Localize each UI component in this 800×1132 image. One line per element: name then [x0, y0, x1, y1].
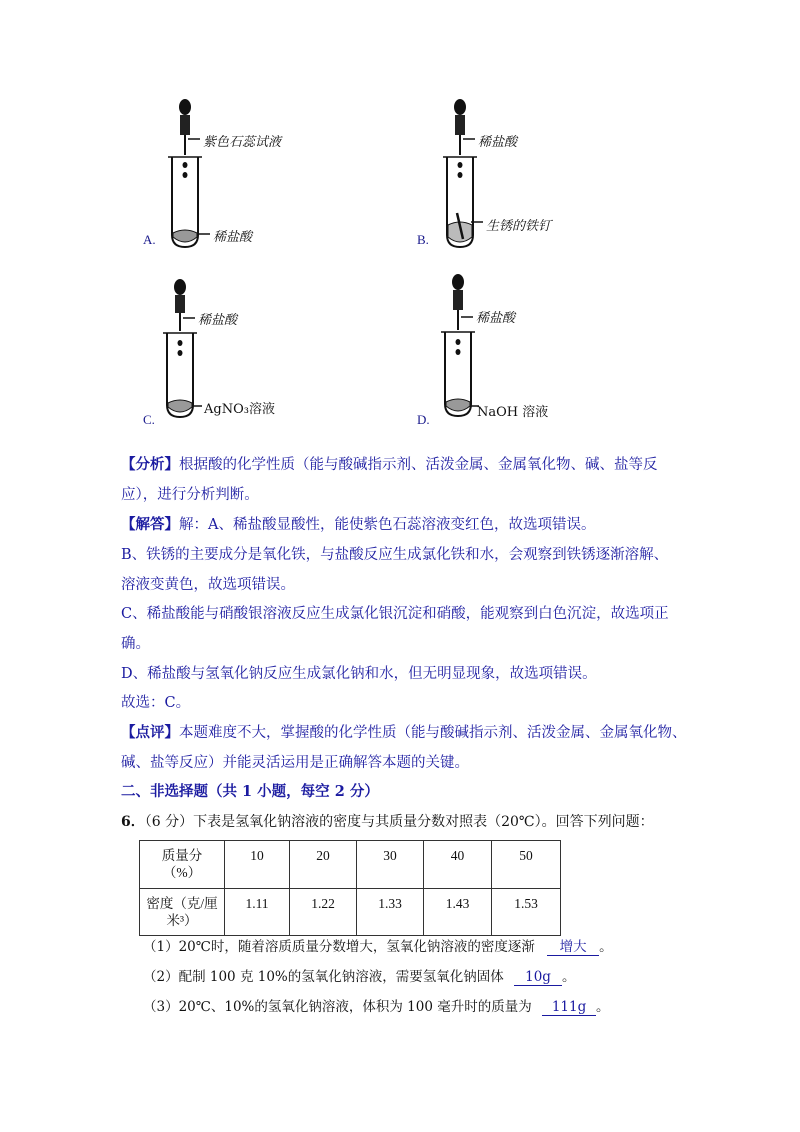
sub-2-answer: 10g [514, 969, 562, 986]
analysis-text-2: 应），进行分析判断。 [121, 487, 259, 503]
sub-3-text: （3）20℃、10%的氢氧化钠溶液，体积为 100 毫升时的质量为 [143, 999, 532, 1015]
dropper-icon [174, 279, 186, 331]
comment-text-1: 本题难度不大，掌握酸的化学性质（能与酸碱指示剂、活泼金属、金属氧化物、 [179, 725, 687, 741]
comment-line-1 [121, 723, 687, 743]
table-cell: 1.33 [357, 889, 424, 936]
sub-1-text: （1）20℃时，随着溶质质量分数增大，氢氧化钠溶液的密度逐渐 [143, 939, 535, 955]
comment-tag: 【点评】 [121, 724, 179, 741]
table-header-cell [140, 841, 225, 889]
sub-2-period: 。 [562, 969, 576, 985]
table-cell: 40 [424, 841, 492, 889]
density-table [139, 840, 561, 936]
test-tube-icon [441, 332, 475, 416]
analysis-line-2 [121, 485, 259, 505]
answer-line-3: 溶液变黄色，故选项错误。 [121, 577, 295, 593]
header-text: 米³） [166, 913, 198, 928]
answer-text-1: 解：A、稀盐酸显酸性，能使紫色石蕊溶液变红色，故选项错误。 [179, 517, 596, 533]
header-text: 密度（克/厘 [146, 896, 218, 911]
q6-stem-line [121, 812, 654, 832]
option-b-dropper-label: 稀盐酸 [478, 135, 518, 150]
table-cell: 1.11 [225, 889, 290, 936]
header-text: （%） [162, 865, 202, 880]
answer-line-1 [121, 515, 595, 535]
answer-line-4: C、稀盐酸能与硝酸银溶液反应生成氯化银沉淀和硝酸，能观察到白色沉淀，故选项正 [121, 606, 669, 622]
q6-stem: （6 分）下表是氢氧化钠溶液的密度与其质量分数对照表（20℃）。回答下列问题： [144, 814, 654, 830]
option-b-letter: B. [417, 232, 429, 247]
option-d-dropper-label: 稀盐酸 [476, 311, 516, 326]
q6-number: 6． [121, 814, 145, 830]
analysis-tag: 【分析】 [121, 456, 179, 473]
answer-line-6: D、稀盐酸与氢氧化钠反应生成氯化钠和水，但无明显现象，故选项错误。 [121, 666, 597, 682]
sub-2-text: （2）配制 100 克 10%的氢氧化钠溶液，需要氢氧化钠固体 [143, 969, 504, 985]
table-cell: 10 [225, 841, 290, 889]
table-cell: 50 [492, 841, 561, 889]
table-header-cell [140, 889, 225, 936]
answer-line-7: 故选：C。 [121, 695, 191, 711]
option-d-letter: D. [417, 412, 430, 427]
answer-tag: 【解答】 [121, 516, 179, 533]
sub-3-period: 。 [596, 999, 610, 1015]
section-2-title: 二、非选择题（共 1 小题，每空 2 分） [121, 783, 379, 800]
sub-question-1 [143, 937, 613, 957]
answer-line-5: 确。 [121, 636, 150, 652]
sub-3-answer: 111g [542, 999, 596, 1016]
table-cell: 1.22 [290, 889, 357, 936]
table-cell: 1.43 [424, 889, 492, 936]
table-cell: 1.53 [492, 889, 561, 936]
dropper-icon [452, 274, 464, 330]
option-a-letter: A. [143, 232, 156, 247]
test-tube-icon [163, 333, 197, 417]
option-c-dropper-label: 稀盐酸 [198, 313, 238, 328]
sub-1-period: 。 [599, 939, 613, 955]
comment-line-2: 碱、盐等反应）并能灵活运用是正确解答本题的关键。 [121, 755, 469, 771]
table-cell: 20 [290, 841, 357, 889]
table-row [140, 841, 561, 889]
dropper-icon [179, 99, 191, 155]
sub-1-answer: 增大 [547, 939, 599, 956]
option-a-dropper-label: 紫色石蕊试液 [203, 135, 282, 150]
table-cell: 30 [357, 841, 424, 889]
sub-question-2 [143, 967, 576, 987]
option-c-letter: C. [143, 412, 155, 427]
header-text: 质量分 [161, 848, 203, 863]
test-tube-icon [443, 157, 477, 247]
sub-question-3 [143, 997, 610, 1017]
option-d-bottom-label: NaOH 溶液 [477, 405, 549, 420]
analysis-text-1: 根据酸的化学性质（能与酸碱指示剂、活泼金属、金属氧化物、碱、盐等反 [179, 457, 658, 473]
analysis-line-1 [121, 455, 658, 475]
answer-line-2: B、铁锈的主要成分是氧化铁，与盐酸反应生成氯化铁和水，会观察到铁锈逐渐溶解、 [121, 547, 669, 563]
option-a-bottom-label: 稀盐酸 [213, 230, 253, 245]
test-tube-icon [168, 157, 202, 247]
option-c-bottom-label: AgNO₃溶液 [204, 402, 275, 417]
table-row [140, 889, 561, 936]
dropper-icon [454, 99, 466, 155]
option-b-bottom-label: 生锈的铁钉 [486, 219, 552, 234]
